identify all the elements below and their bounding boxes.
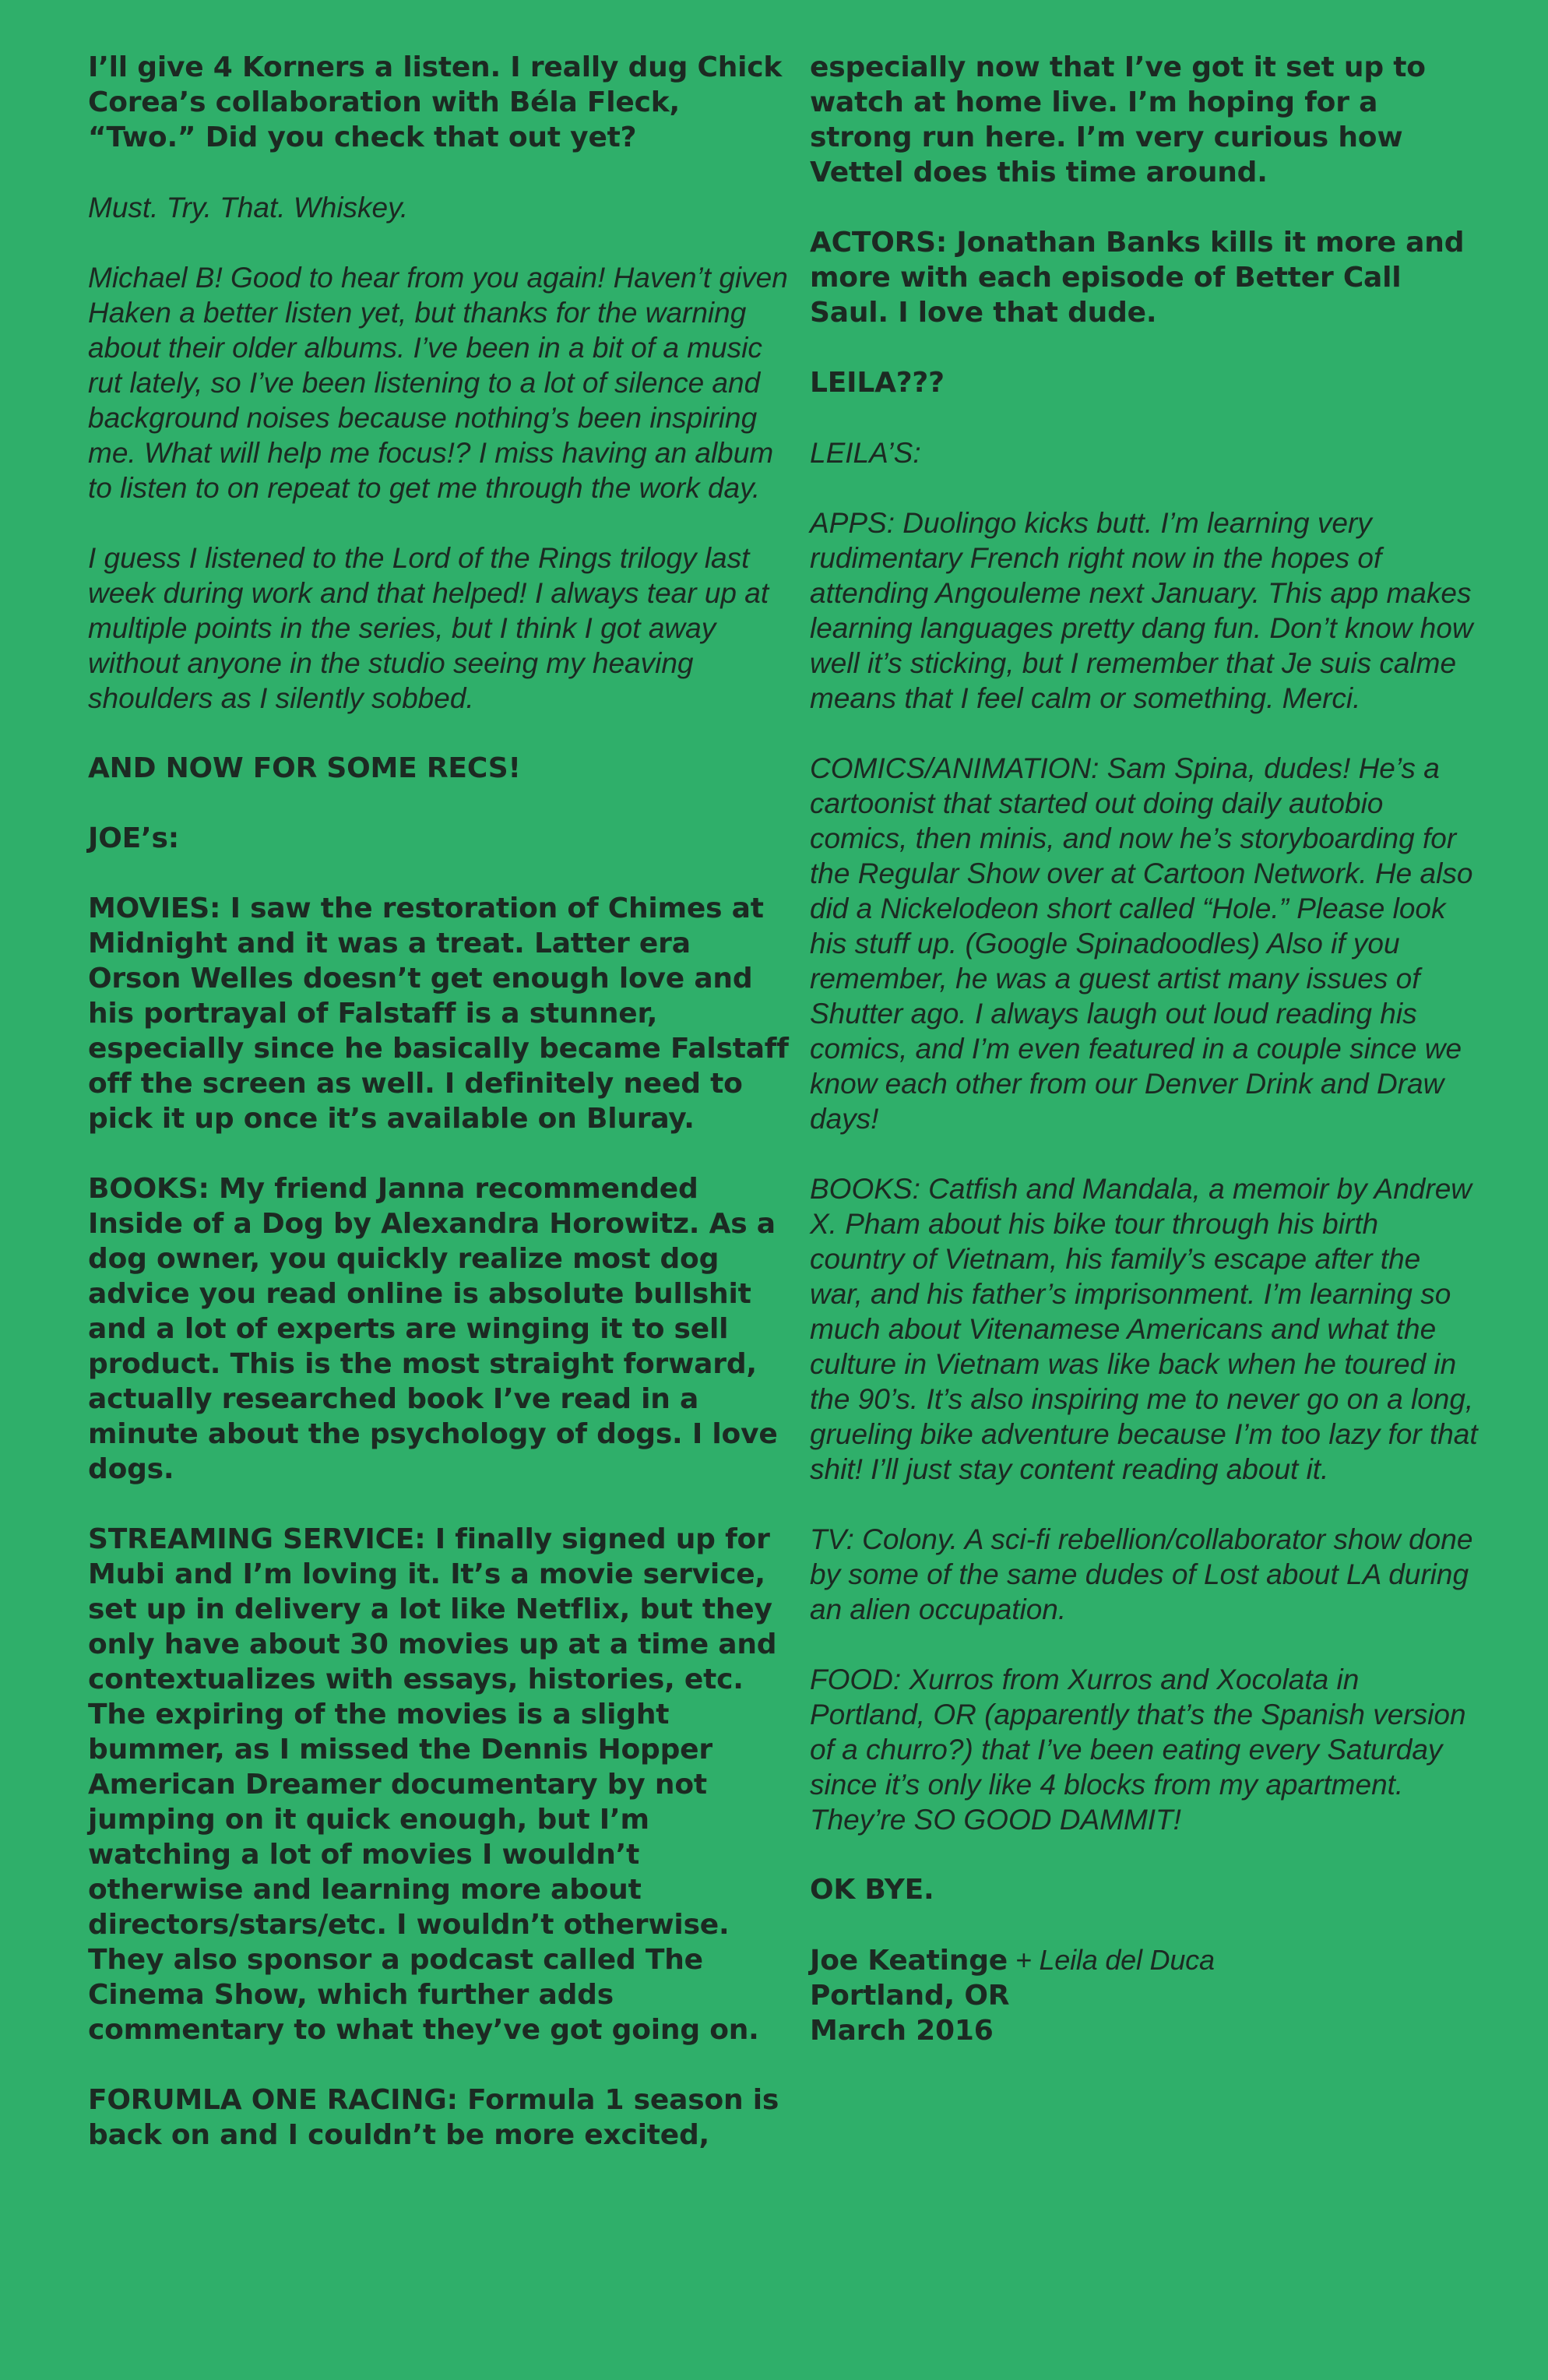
reply-paragraph: I’ll give 4 Korners a listen. I really dug Chick Corea’s collaboration with Béla Fleck, “Two.” Did you check that out yet?: [88, 51, 783, 153]
rec-apps: APPS: Duolingo kicks butt. I’m learning very rudimentary French right now in the hopes of attending Angouleme next January. This app makes learning languages pretty dang fun. Don’t know how well it’s sticking, but I remember that Je suis calme means that I feel calm or something. Merci.: [810, 507, 1473, 714]
signature-separator: +: [1008, 1944, 1040, 1976]
section-heading: JOE’s:: [88, 822, 179, 854]
left-column: [88, 50, 789, 2188]
reply-paragraph: Must. Try. That. Whiskey.: [88, 192, 409, 224]
reply-paragraph: Michael B! Good to hear from you again! Haven’t given Haken a better listen yet, but thanks for the warning about their older albums. I’ve been in a bit of a music rut lately, so I’ve been listening to a lot of silence and background noises because nothing’s been inspiring me. What will help me focus!? I miss having an album to listen to on repeat to get me through the work day.: [88, 262, 788, 504]
section-heading: AND NOW FOR SOME RECS!: [88, 752, 521, 784]
rec-formula-one-cont: especially now that I’ve got it set up to watch at home live. I’m hoping for a strong run here. I’m very curious how Vettel does this time around.: [810, 51, 1426, 188]
rec-tv: TV: Colony. A sci-fi rebellion/collaborator show done by some of the same dudes of Lost about LA during an alien occupation.: [810, 1523, 1473, 1625]
reply-paragraph: I guess I listened to the Lord of the Rings trilogy last week during work and that helped! I always tear up at multiple points in the series, but I think I got away without anyone in the studio seeing my heaving shoulders as I silently sobbed.: [88, 542, 769, 714]
signature-names: [810, 1942, 1479, 1978]
rec-actors: ACTORS: Jonathan Banks kills it more and more with each episode of Better Call Saul. I love that dude.: [810, 227, 1465, 329]
author-joe: Joe Keatinge: [810, 1945, 1008, 1977]
rec-formula-one: FORUMLA ONE RACING: Formula 1 season is back on and I couldn’t be more excited,: [88, 2084, 779, 2151]
section-heading: LEILA’S:: [810, 437, 921, 469]
author-leila: Leila del Duca: [1039, 1944, 1215, 1976]
rec-books: BOOKS: My friend Janna recommended Inside of a Dog by Alexandra Horowitz. As a dog owner, you quickly realize most dog advice you read online is absolute bullshit and a lot of experts are winging it to sell product. This is the most straight forward, actually researched book I’ve read in a minute about the psychology of dogs. I love dogs.: [88, 1173, 778, 1485]
sign-off: OK BYE.: [810, 1874, 934, 1906]
rec-comics: COMICS/ANIMATION: Sam Spina, dudes! He’s a cartoonist that started out doing daily autobio comics, then minis, and now he’s storyboarding for the Regular Show over at Cartoon Network. He also did a Nickelodeon short called “Hole.” Please look his stuff up. (Google Spinadoodles) Also if you remember, he was a guest artist many issues of Shutter ago. I always laugh out loud reading his comics, and I’m even featured in a couple since we know each other from our Denver Drink and Draw days!: [810, 752, 1473, 1135]
signature-block: [810, 1942, 1479, 2048]
rec-books: BOOKS: Catfish and Mandala, a memoir by Andrew X. Pham about his bike tour through his birth country of Vietnam, his family’s escape after the war, and his father’s imprisonment. I’m learning so much about Vitenamese Americans and what the culture in Vietnam was like back when he toured in the 90’s. It’s also inspiring me to never go on a long, grueling bike adventure because I’m too lazy for that shit! I’ll just stay content reading about it.: [810, 1173, 1478, 1485]
right-column: [810, 50, 1479, 2083]
rec-streaming: STREAMING SERVICE: I finally signed up for Mubi and I’m loving it. It’s a movie service, set up in delivery a lot like Netflix, but they only have about 30 movies up at a time and contextualizes with essays, histories, etc. The expiring of the movies is a slight bummer, as I missed the Dennis Hopper American Dreamer documentary by not jumping on it quick enough, but I’m watching a lot of movies I wouldn’t otherwise and learning more about directors/stars/etc. I wouldn’t otherwise. They also sponsor a podcast called The Cinema Show, which further adds commentary to what they’ve got going on.: [88, 1523, 777, 2046]
signature-date: March 2016: [810, 2015, 994, 2047]
rec-movies: MOVIES: I saw the restoration of Chimes at Midnight and it was a treat. Latter era Orson Welles doesn’t get enough love and his portrayal of Falstaff is a stunner, especially since he basically became Falstaff off the screen as well. I definitely need to pick it up once it’s available on Bluray.: [88, 892, 789, 1135]
section-heading: LEILA???: [810, 367, 945, 399]
rec-food: FOOD: Xurros from Xurros and Xocolata in Portland, OR (apparently that’s the Spanish version of a churro?) that I’ve been eating every Saturday since it’s only like 4 blocks from my apartment. They’re SO GOOD DAMMIT!: [810, 1664, 1466, 1836]
signature-city: Portland, OR: [810, 1980, 1010, 2012]
